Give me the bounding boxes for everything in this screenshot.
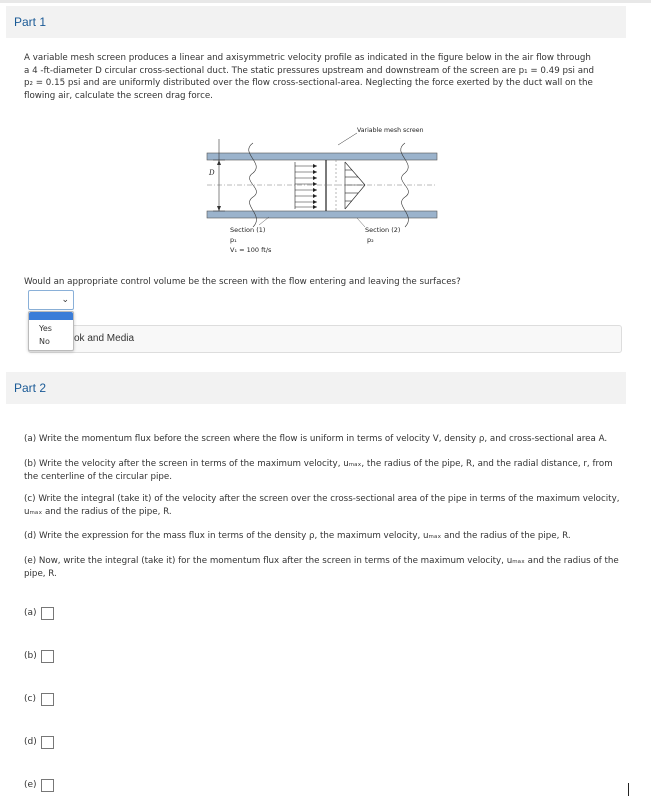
part2-title: Part 2	[14, 381, 47, 395]
problem-line: a 4 -ft-diameter D circular cross-sectional duct. The static pressures upstream and downstream of the screen are p₁ = 0.49 psi and	[24, 65, 595, 76]
label-section2: Section (2)	[365, 226, 401, 234]
problem-statement	[24, 52, 624, 102]
answer-input-d[interactable]	[41, 736, 54, 749]
part1-title: Part 1	[14, 15, 47, 29]
duct-bottom-wall	[207, 211, 437, 218]
problem-line: A variable mesh screen produces a linear and axisymmetric velocity profile as indicated in the figure below in the air flow through	[24, 53, 591, 63]
answer-label: (b)	[24, 651, 37, 661]
ebook-media-panel[interactable]	[28, 325, 622, 353]
problem-line: p₂ = 0.15 psi and are uniformly distributed over the flow cross-sectional-area. Neglecting the force exerted by the duct wall on the	[24, 78, 593, 88]
dropdown-option-yes[interactable]: Yes	[39, 324, 52, 333]
answer-label: (d)	[24, 737, 37, 747]
label-variable-mesh-screen: Variable mesh screen	[357, 127, 424, 134]
chevron-down-icon: ⌄	[61, 295, 69, 305]
duct-top-wall	[207, 153, 437, 160]
question-d: (d) Write the expression for the mass flux in terms of the density ρ, the maximum velocity, uₘₐₓ and the radius of the pipe, R.	[24, 531, 571, 541]
dropdown-highlight	[29, 312, 73, 320]
answer-input-e[interactable]	[41, 779, 54, 792]
label-v1: V₁ = 100 ft/s	[230, 246, 272, 254]
problem-line: flowing air, calculate the screen drag force.	[24, 90, 213, 101]
part2-header	[6, 372, 626, 404]
dropdown-option-no[interactable]: No	[39, 337, 50, 346]
dropdown-menu	[28, 311, 74, 351]
control-volume-select[interactable]	[28, 290, 74, 310]
question-b: (b) Write the velocity after the screen in terms of the maximum velocity, uₘₐₓ, the radius of the pipe, R, and the radial distance, r, from the centerline of the circular pipe.	[24, 459, 613, 482]
question-a: (a) Write the momentum flux before the screen where the flow is uniform in terms of velocity V, density ρ, and cross-sectional area A.	[24, 434, 608, 444]
answer-input-b[interactable]	[41, 650, 54, 663]
part1-header	[6, 6, 626, 38]
label-p1: p₁	[230, 236, 237, 244]
label-p2: p₂	[367, 236, 374, 244]
duct-figure	[195, 115, 455, 265]
control-volume-question: Would an appropriate control volume be the screen with the flow entering and leaving the surfaces?	[24, 277, 461, 287]
question-e: (e) Now, write the integral (take it) for the momentum flux after the screen in terms of the maximum velocity, uₘₐₓ and the radius of the pipe, R.	[24, 556, 619, 579]
answer-input-a[interactable]	[41, 607, 54, 620]
answer-label: (e)	[24, 780, 37, 790]
top-divider	[0, 0, 651, 3]
answer-input-c[interactable]	[41, 693, 54, 706]
question-c: (c) Write the integral (take it) of the velocity after the screen over the cross-sectional area of the pipe in terms of the maximum velocity, uₘₐₓ and the radius of the pipe, R.	[24, 494, 620, 517]
answer-label: (c)	[24, 694, 36, 704]
answer-label: (a)	[24, 608, 37, 618]
ebook-media-link[interactable]: ok and Media	[74, 333, 135, 344]
label-D: D	[209, 169, 215, 177]
linear-velocity-profile	[345, 162, 365, 209]
label-section1: Section (1)	[230, 226, 266, 234]
text-cursor	[628, 783, 629, 796]
